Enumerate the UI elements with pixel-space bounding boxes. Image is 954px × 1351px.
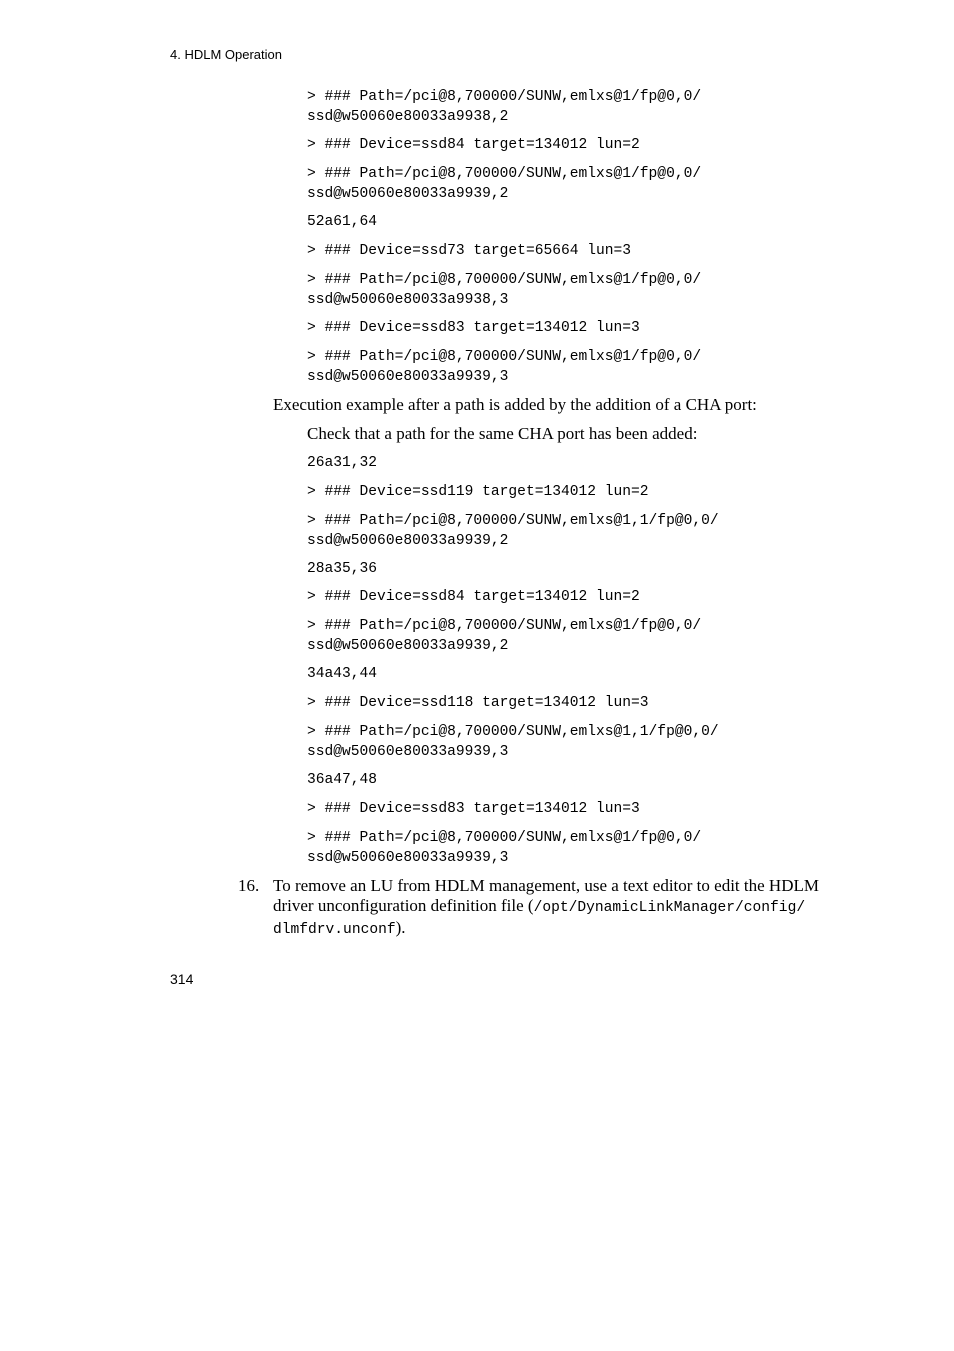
- check-instruction: Check that a path for the same CHA port has been added:: [307, 424, 698, 443]
- code-line: > ### Path=/pci@8,700000/SUNW,emlxs@1/fp@0,0/ ssd@w50060e80033a9938,3: [307, 272, 702, 308]
- code-line: > ### Device=ssd83 target=134012 lun=3: [307, 801, 640, 817]
- code-line: > ### Path=/pci@8,700000/SUNW,emlxs@1,1/fp@0,0/ ssd@w50060e80033a9939,2: [307, 513, 719, 549]
- code-line: 28a35,36: [307, 561, 378, 577]
- step-text-before: To remove an LU from HDLM management, use a text editor to edit the HDLM driver unconfiguration definition file (: [273, 876, 819, 915]
- step-text-after: ).: [395, 918, 406, 937]
- code-line: > ### Path=/pci@8,700000/SUNW,emlxs@1,1/fp@0,0/ ssd@w50060e80033a9939,3: [307, 724, 719, 760]
- code-line: > ### Path=/pci@8,700000/SUNW,emlxs@1/fp@0,0/ ssd@w50060e80033a9939,2: [307, 166, 702, 202]
- step-number: 16.: [238, 876, 260, 895]
- code-line: > ### Device=ssd73 target=65664 lun=3: [307, 243, 632, 259]
- code-line: > ### Device=ssd83 target=134012 lun=3: [307, 320, 640, 336]
- code-line: > ### Device=ssd84 target=134012 lun=2: [307, 137, 640, 153]
- code-line: > ### Path=/pci@8,700000/SUNW,emlxs@1/fp@0,0/ ssd@w50060e80033a9939,2: [307, 618, 702, 654]
- code-line: > ### Device=ssd118 target=134012 lun=3: [307, 695, 649, 711]
- execution-example-intro: Execution example after a path is added by the addition of a CHA port:: [273, 395, 757, 414]
- code-line: 34a43,44: [307, 666, 378, 682]
- code-line: 36a47,48: [307, 772, 378, 788]
- step-text: [273, 876, 848, 940]
- code-line: > ### Path=/pci@8,700000/SUNW,emlxs@1/fp@0,0/ ssd@w50060e80033a9938,2: [307, 89, 702, 125]
- code-line: > ### Device=ssd119 target=134012 lun=2: [307, 484, 649, 500]
- running-header: 4. HDLM Operation: [170, 47, 282, 62]
- code-line: 52a61,64: [307, 214, 378, 230]
- page-number: 314: [170, 971, 194, 987]
- code-line: > ### Device=ssd84 target=134012 lun=2: [307, 589, 640, 605]
- code-line: > ### Path=/pci@8,700000/SUNW,emlxs@1/fp@0,0/ ssd@w50060e80033a9939,3: [307, 830, 702, 866]
- code-line: > ### Path=/pci@8,700000/SUNW,emlxs@1/fp@0,0/ ssd@w50060e80033a9939,3: [307, 349, 702, 385]
- unconf-file-path: /opt/DynamicLinkManager/config/​dlmfdrv.unconf: [273, 900, 806, 938]
- code-line: 26a31,32: [307, 455, 378, 471]
